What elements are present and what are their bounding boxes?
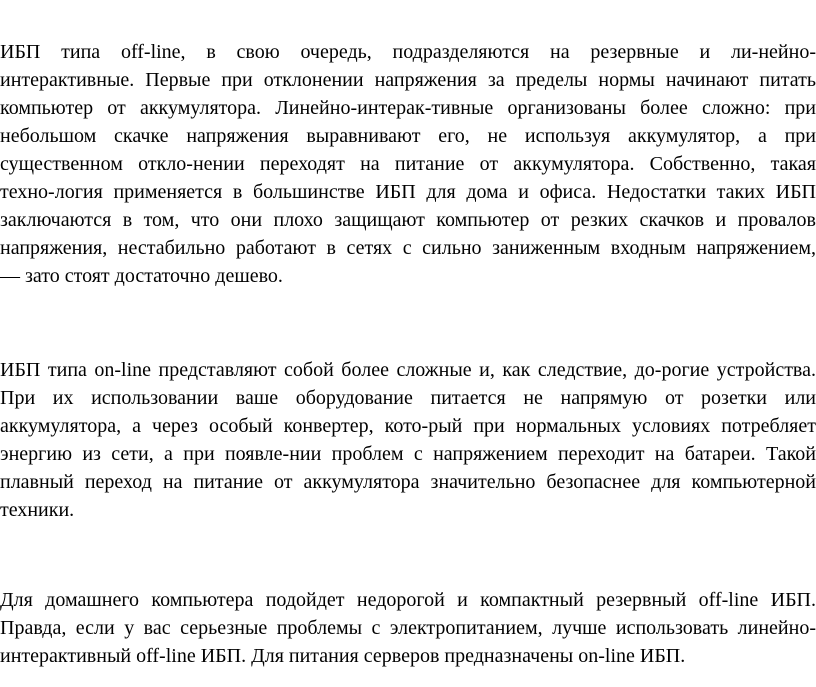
- text-line: Для домашнего компьютера подойдет недорогой и компактный резервный off-line ИБП.: [0, 589, 816, 611]
- paragraph-offline-types: [0, 38, 816, 290]
- text-line: ИБП типа off-line, в свою очередь, подразделяются на резервные и ли-нейно-: [0, 41, 816, 63]
- text-line: заключаются в том, что они плохо защищают компьютер от резких скачков и провалов: [0, 209, 816, 231]
- text-line: плавный переход на питание от аккумулятора значительно безопаснее для компьютерной: [0, 471, 816, 493]
- text-line: интерактивный off-line ИБП. Для питания серверов предназначены on-line ИБП.: [0, 645, 686, 667]
- paragraph-recommendation: [0, 586, 816, 670]
- text-line: Правда, если у вас серьезные проблемы с электропитанием, лучше использовать линейно-: [0, 617, 816, 639]
- text-line: аккумулятора, а через особый конвертер, кото-рый при нормальных условиях потребляет: [0, 415, 816, 437]
- text-line: техники.: [0, 499, 75, 521]
- text-line: энергию из сети, а при появле-нии проблем с напряжением переходит на батареи. Такой: [0, 443, 816, 465]
- text-line: существенном откло-нении переходят на питание от аккумулятора. Собственно, такая: [0, 153, 816, 175]
- text-line: компьютер от аккумулятора. Линейно-интерак-тивные организованы более сложно: при: [0, 97, 816, 119]
- text-line: ИБП типа on-line представляют собой более сложные и, как следствие, до-рогие устройства.: [0, 359, 816, 381]
- text-line: небольшом скачке напряжения выравнивают его, не используя аккумулятор, а при: [0, 125, 816, 147]
- text-line: техно-логия применяется в большинстве ИБП для дома и офиса. Недостатки таких ИБП: [0, 181, 816, 203]
- text-line: интерактивные. Первые при отклонении напряжения за пределы нормы начинают питать: [0, 69, 816, 91]
- text-line: — зато стоят достаточно дешево.: [0, 265, 283, 287]
- text-line: напряжения, нестабильно работают в сетях с сильно заниженным входным напряжением,: [0, 237, 816, 259]
- paragraph-online-ups: [0, 356, 816, 524]
- text-line: При их использовании ваше оборудование питается не напрямую от розетки или: [0, 387, 816, 409]
